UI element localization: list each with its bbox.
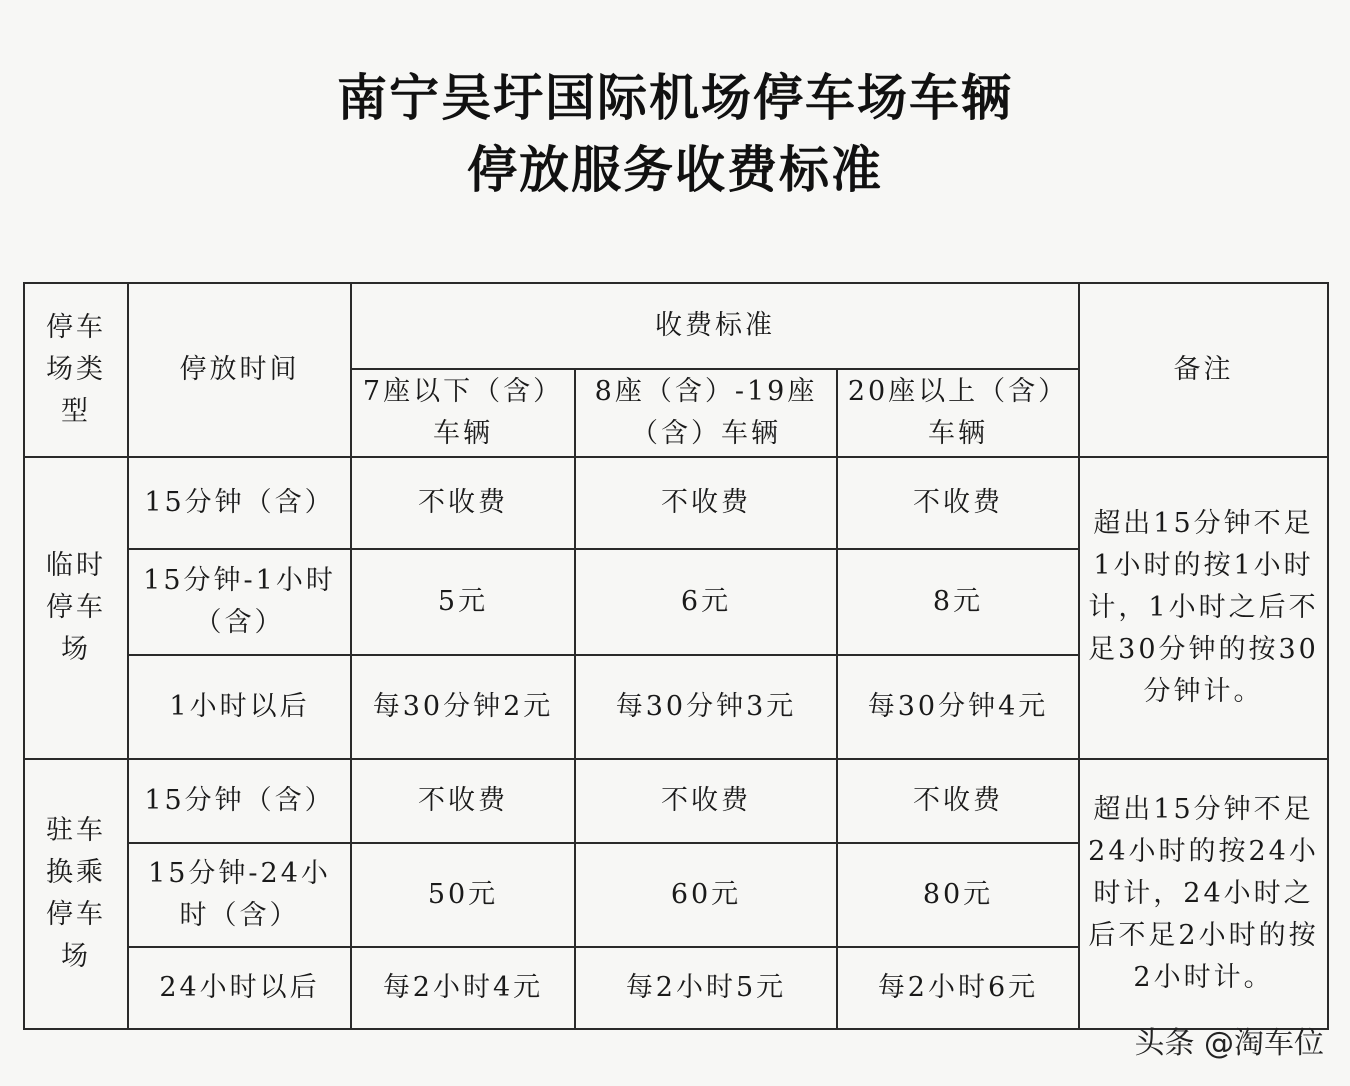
document-title-line-1: 南宁吴圩国际机场停车场车辆 xyxy=(337,69,1013,127)
parking-fee-table xyxy=(23,282,1329,1030)
header-col-large: 20座以上（含）车辆 xyxy=(837,369,1079,457)
fee-cell: 不收费 xyxy=(837,759,1079,843)
duration-cell: 15分钟-1小时（含） xyxy=(128,549,351,655)
fee-cell: 每2小时5元 xyxy=(575,947,837,1029)
fee-cell: 每30分钟4元 xyxy=(837,655,1079,759)
header-fee-standard: 收费标准 xyxy=(351,283,1079,369)
header-duration: 停放时间 xyxy=(128,283,351,457)
fee-cell: 6元 xyxy=(575,549,837,655)
duration-cell: 15分钟-24小时（含） xyxy=(128,843,351,947)
header-lot-type: 停车场类型 xyxy=(24,283,128,457)
fee-cell: 不收费 xyxy=(837,457,1079,549)
fee-cell: 50元 xyxy=(351,843,575,947)
table-row xyxy=(24,759,1328,843)
fee-cell: 每30分钟3元 xyxy=(575,655,837,759)
fee-cell: 不收费 xyxy=(351,759,575,843)
document-title-line-2: 停放服务收费标准 xyxy=(467,141,883,199)
lot-type-park-and-ride: 驻车换乘停车场 xyxy=(24,759,128,1029)
duration-cell: 24小时以后 xyxy=(128,947,351,1029)
duration-cell: 1小时以后 xyxy=(128,655,351,759)
fee-cell: 每2小时6元 xyxy=(837,947,1079,1029)
fee-cell: 5元 xyxy=(351,549,575,655)
remark-temporary: 超出15分钟不足1小时的按1小时计，1小时之后不足30分钟的按30分钟计。 xyxy=(1079,457,1328,759)
header-col-medium: 8座（含）-19座（含）车辆 xyxy=(575,369,837,457)
remark-park-and-ride: 超出15分钟不足24小时的按24小时计，24小时之后不足2小时的按2小时计。 xyxy=(1079,759,1328,1029)
fee-cell: 不收费 xyxy=(351,457,575,549)
fee-cell: 每30分钟2元 xyxy=(351,655,575,759)
fee-cell: 8元 xyxy=(837,549,1079,655)
fee-cell: 不收费 xyxy=(575,457,837,549)
header-remarks: 备注 xyxy=(1079,283,1328,457)
fee-cell: 不收费 xyxy=(575,759,837,843)
table-row xyxy=(24,457,1328,549)
duration-cell: 15分钟（含） xyxy=(128,759,351,843)
fee-cell: 80元 xyxy=(837,843,1079,947)
watermark-text: 头条 @淘车位 xyxy=(1134,1026,1324,1061)
lot-type-temporary: 临时停车场 xyxy=(24,457,128,759)
fee-cell: 每2小时4元 xyxy=(351,947,575,1029)
header-col-small: 7座以下（含）车辆 xyxy=(351,369,575,457)
duration-cell: 15分钟（含） xyxy=(128,457,351,549)
fee-cell: 60元 xyxy=(575,843,837,947)
